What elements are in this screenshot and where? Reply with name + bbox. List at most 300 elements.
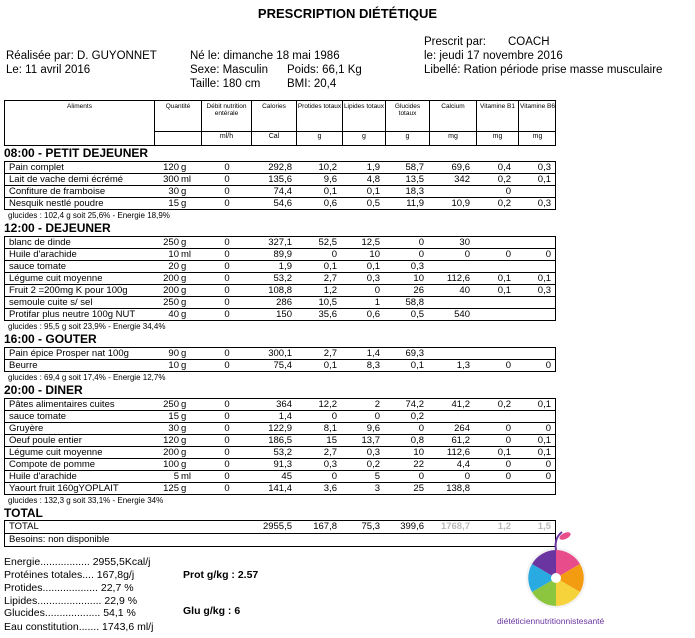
cell: 8,3 xyxy=(366,360,380,371)
cell: blanc de dinde xyxy=(9,237,71,248)
meal-heading: 20:00 - DINER xyxy=(4,383,556,399)
cell: 13,5 xyxy=(405,174,424,185)
cell: 0 xyxy=(224,237,230,248)
cell: 0,3 xyxy=(366,447,380,458)
cell: 364 xyxy=(276,399,292,410)
cell: 40 xyxy=(168,309,179,320)
column-unit: mg xyxy=(448,133,458,140)
cell: Pain épice Prosper nat 100g xyxy=(9,348,129,359)
cell: 0,5 xyxy=(366,198,380,209)
cell: 286 xyxy=(276,297,292,308)
column-unit: mg xyxy=(532,133,543,140)
cell: 22 xyxy=(413,459,424,470)
cell: 0,2 xyxy=(366,459,380,470)
footer-glu-gkg: Glu g/kg : 6 xyxy=(183,605,241,617)
cell: 0 xyxy=(505,423,511,434)
cell: 54,6 xyxy=(273,198,292,209)
footer-prot-gkg: Prot g/kg : 2.57 xyxy=(183,569,259,581)
total-cell: 2955,5 xyxy=(262,521,292,532)
cell: Oeuf poule entier xyxy=(9,435,82,446)
total-cell: 75,3 xyxy=(361,521,380,532)
cell: 5 xyxy=(173,471,179,482)
besoins-row xyxy=(4,534,556,547)
cell: 0 xyxy=(224,309,230,320)
cell: 61,2 xyxy=(451,435,470,446)
cell: 15 xyxy=(168,411,179,422)
cell: g xyxy=(181,162,187,173)
column-title: Aliments xyxy=(67,103,92,110)
cell: 0,3 xyxy=(537,162,551,173)
column-title: Lipides totaux xyxy=(343,103,385,110)
birth-date: Né le: dimanche 18 mai 1986 xyxy=(190,50,340,62)
cell: 0,2 xyxy=(497,399,511,410)
food-row xyxy=(4,459,556,471)
cell: 30 xyxy=(168,423,179,434)
cell: 125 xyxy=(163,483,179,494)
cell: g xyxy=(181,483,187,494)
cell: 0,3 xyxy=(323,459,337,470)
cell: 11,9 xyxy=(406,198,424,209)
cell: 0 xyxy=(418,249,424,260)
column-unit: Cal xyxy=(268,133,280,140)
meal-summary: glucides : 69,4 g soit 17,4% - Energie 12,7% xyxy=(8,373,166,382)
cell: 0,1 xyxy=(537,435,551,446)
cell: 120 xyxy=(163,435,179,446)
total-cell: 1,5 xyxy=(537,521,551,532)
cell: g xyxy=(181,273,187,284)
cell: 5 xyxy=(374,471,380,482)
food-row xyxy=(4,360,556,372)
cell: 100 xyxy=(163,459,179,470)
cell: 122,9 xyxy=(268,423,292,434)
cell: Pâtes alimentaires cuites xyxy=(9,399,115,410)
cell: g xyxy=(181,411,187,422)
cell: 52,5 xyxy=(318,237,337,248)
cell: 0 xyxy=(224,471,230,482)
meal-heading: 08:00 - PETIT DEJEUNER xyxy=(4,146,556,162)
column-title: Calories xyxy=(262,103,286,110)
cell: 0 xyxy=(224,285,230,296)
cell: 0,1 xyxy=(366,261,380,272)
cell: 0,1 xyxy=(323,261,337,272)
food-row xyxy=(4,273,556,285)
cell: g xyxy=(181,435,187,446)
cell: 0 xyxy=(224,348,230,359)
cell: Gruyère xyxy=(9,423,44,434)
cell: 0 xyxy=(505,249,511,260)
cell: 0,3 xyxy=(410,261,424,272)
food-row xyxy=(4,435,556,447)
cell: 4,4 xyxy=(456,459,470,470)
cell: 0,1 xyxy=(323,360,337,371)
cell: 0,6 xyxy=(323,198,337,209)
cell: Huile d'arachide xyxy=(9,249,77,260)
meal-summary: glucides : 102,4 g soit 25,6% - Energie 18,9% xyxy=(8,211,170,220)
cell: 40 xyxy=(459,285,470,296)
cell: 3,6 xyxy=(323,483,337,494)
cell: 74,4 xyxy=(273,186,292,197)
column-header xyxy=(476,101,518,145)
cell: g xyxy=(181,459,187,470)
cell: 0 xyxy=(224,273,230,284)
cell: 0 xyxy=(505,186,511,197)
cell: 200 xyxy=(163,273,179,284)
column-header xyxy=(4,101,154,145)
cell: 1,9 xyxy=(366,162,380,173)
cell: g xyxy=(181,297,187,308)
cell: 30 xyxy=(168,186,179,197)
cell: 0 xyxy=(224,399,230,410)
cell: 2,7 xyxy=(323,273,337,284)
food-row xyxy=(4,174,556,186)
cell: 0 xyxy=(505,471,511,482)
cell: ml xyxy=(181,471,192,482)
cell: 41,2 xyxy=(451,399,470,410)
cell: 10,9 xyxy=(451,198,470,209)
cell: 0,4 xyxy=(497,162,511,173)
prescriber-label: Prescrit par: xyxy=(424,36,486,48)
cell: ml xyxy=(181,249,192,260)
cell: 0 xyxy=(224,174,230,185)
cell: Compote de pomme xyxy=(9,459,96,470)
cell: 135,6 xyxy=(268,174,292,185)
cell: 58,8 xyxy=(405,297,424,308)
column-header xyxy=(429,101,476,145)
cell: 18,3 xyxy=(405,186,424,197)
column-unit: mg xyxy=(492,133,503,140)
food-row xyxy=(4,309,556,321)
cell: 0 xyxy=(224,435,230,446)
cell: 0,3 xyxy=(537,198,551,209)
cell: g xyxy=(181,186,187,197)
cell: g xyxy=(181,447,187,458)
cell: 0,8 xyxy=(410,435,424,446)
cell: 10 xyxy=(369,249,380,260)
cell: 0 xyxy=(374,411,380,422)
cell: 0,1 xyxy=(410,360,424,371)
bmi: BMI: 20,4 xyxy=(287,78,337,90)
nutrition-table xyxy=(4,100,556,547)
total-heading: TOTAL xyxy=(4,506,556,521)
cell: 0 xyxy=(224,459,230,470)
cell: Nesquik nestlé poudre xyxy=(9,198,104,209)
cell: g xyxy=(181,309,187,320)
cell: 10,2 xyxy=(318,162,337,173)
cell: Légume cuit moyenne xyxy=(9,447,103,458)
column-header xyxy=(296,101,342,145)
cell: 3 xyxy=(374,483,380,494)
column-unit: g xyxy=(317,133,322,140)
cell: 0,1 xyxy=(537,273,551,284)
footer-eau: Eau constitution....... 1743,6 ml/j xyxy=(4,621,154,633)
cell: g xyxy=(181,399,187,410)
cell: 69,6 xyxy=(451,162,470,173)
cell: 1,3 xyxy=(456,360,470,371)
column-title: Vitamine B1 xyxy=(480,103,515,110)
total-cell: 399,6 xyxy=(400,521,424,532)
cell: 0 xyxy=(418,423,424,434)
cell: 8,1 xyxy=(323,423,337,434)
cell: 0 xyxy=(224,186,230,197)
column-unit: ml/h xyxy=(219,133,234,140)
cell: 200 xyxy=(163,447,179,458)
cell: 0 xyxy=(418,471,424,482)
cell: 138,8 xyxy=(446,483,470,494)
cell: 112,6 xyxy=(446,447,470,458)
food-row xyxy=(4,483,556,495)
column-unit: g xyxy=(405,133,410,140)
cell: 25 xyxy=(413,483,424,494)
cell: 74,2 xyxy=(405,399,424,410)
cell: 0,1 xyxy=(537,399,551,410)
footer-energie: Energie................. 2955,5Kcal/j xyxy=(4,556,151,568)
column-title: Vitamine B6 xyxy=(520,103,555,110)
cell: 0,1 xyxy=(537,174,551,185)
cell: 0 xyxy=(224,297,230,308)
cell: 112,6 xyxy=(446,273,470,284)
cell: 30 xyxy=(459,237,470,248)
cell: 0,2 xyxy=(410,411,424,422)
cell: 0 xyxy=(545,459,551,470)
cell: sauce tomate xyxy=(9,411,67,422)
column-header xyxy=(154,101,201,145)
cell: 0 xyxy=(545,423,551,434)
cell: 250 xyxy=(163,399,179,410)
cell: 89,9 xyxy=(273,249,292,260)
cell: ml xyxy=(181,174,192,185)
cell: 10,5 xyxy=(318,297,337,308)
cell: 10 xyxy=(168,360,179,371)
cell: 10 xyxy=(413,273,424,284)
cell: 13,7 xyxy=(361,435,380,446)
table-header xyxy=(4,100,556,146)
column-title: Glucides totaux xyxy=(394,103,421,117)
column-header xyxy=(518,101,556,145)
food-row xyxy=(4,423,556,435)
food-row xyxy=(4,198,556,210)
cell: Pain complet xyxy=(9,162,64,173)
cell: 2,7 xyxy=(323,447,337,458)
cell: 12,2 xyxy=(318,399,337,410)
cell: 15 xyxy=(168,198,179,209)
cell: g xyxy=(181,237,187,248)
cell: 0 xyxy=(224,447,230,458)
cell: 0 xyxy=(545,249,551,260)
total-label: TOTAL xyxy=(9,521,39,532)
cell: 1,4 xyxy=(278,411,292,422)
total-cell: 1768,7 xyxy=(440,521,470,532)
logo-icon xyxy=(518,528,592,616)
cell: 53,2 xyxy=(273,447,292,458)
column-title: Protides totaux xyxy=(297,103,342,110)
meal-summary: glucides : 95,5 g soit 23,9% - Energie 34,4% xyxy=(8,322,166,331)
food-row xyxy=(4,237,556,249)
cell: Yaourt fruit 160gYOPLAIT xyxy=(9,483,119,494)
cell: 45 xyxy=(281,471,292,482)
cell: 75,4 xyxy=(273,360,292,371)
cell: 0 xyxy=(224,162,230,173)
footer-protides: Protides................... 22,7 % xyxy=(4,582,134,594)
cell: 2 xyxy=(374,399,380,410)
cell: 1,4 xyxy=(366,348,380,359)
cell: 0,1 xyxy=(497,285,511,296)
cell: 15 xyxy=(326,435,337,446)
weight: Poids: 66,1 Kg xyxy=(287,64,362,76)
cell: Huile d'arachide xyxy=(9,471,77,482)
cell: g xyxy=(181,198,187,209)
footer-proteines: Protéines totales.... 167,8g/j xyxy=(4,569,135,581)
cell: 20 xyxy=(168,261,179,272)
logo-text: diététiciennutritionnistesanté xyxy=(497,616,605,626)
cell: 1,9 xyxy=(278,261,292,272)
cell: g xyxy=(181,261,187,272)
cell: 53,2 xyxy=(273,273,292,284)
cell: 58,7 xyxy=(405,162,424,173)
cell: 250 xyxy=(163,237,179,248)
food-row xyxy=(4,297,556,309)
author: Réalisée par: D. GUYONNET xyxy=(6,50,157,62)
cell: 292,8 xyxy=(268,162,292,173)
footer-lipides: Lipides...................... 22,9 % xyxy=(4,595,138,607)
cell: 0 xyxy=(464,471,470,482)
cell: 0 xyxy=(545,360,551,371)
cell: 0,1 xyxy=(537,447,551,458)
food-row xyxy=(4,285,556,297)
height: Taille: 180 cm xyxy=(190,78,261,90)
cell: 9,6 xyxy=(366,423,380,434)
cell: 0 xyxy=(331,471,337,482)
food-row xyxy=(4,249,556,261)
food-row xyxy=(4,411,556,423)
cell: 0,1 xyxy=(323,186,337,197)
cell: 0 xyxy=(224,198,230,209)
food-row xyxy=(4,162,556,174)
cell: 0,1 xyxy=(366,186,380,197)
cell: 91,3 xyxy=(273,459,292,470)
cell: 0 xyxy=(224,249,230,260)
cell: 2,7 xyxy=(323,348,337,359)
prescription-label: Libellé: Ration période prise masse musculaire xyxy=(424,64,663,76)
cell: g xyxy=(181,348,187,359)
cell: 1 xyxy=(374,297,380,308)
cell: 90 xyxy=(168,348,179,359)
cell: 264 xyxy=(454,423,470,434)
cell: 0 xyxy=(545,471,551,482)
cell: 0,1 xyxy=(497,273,511,284)
column-title: Calcium xyxy=(441,103,465,110)
food-row xyxy=(4,471,556,483)
food-row xyxy=(4,261,556,273)
besoins-text: Besoins: non disponible xyxy=(9,534,110,545)
food-row xyxy=(4,348,556,360)
cell: 0,2 xyxy=(497,174,511,185)
cell: 9,6 xyxy=(323,174,337,185)
cell: 0,3 xyxy=(366,273,380,284)
food-row xyxy=(4,399,556,411)
cell: 250 xyxy=(163,297,179,308)
cell: 120 xyxy=(163,162,179,173)
column-header xyxy=(251,101,296,145)
food-row xyxy=(4,447,556,459)
cell: 108,8 xyxy=(268,285,292,296)
cell: 35,6 xyxy=(318,309,337,320)
cell: 0,5 xyxy=(410,309,424,320)
cell: 342 xyxy=(454,174,470,185)
cell: 0 xyxy=(224,411,230,422)
cell: 0,2 xyxy=(497,198,511,209)
cell: 0 xyxy=(464,249,470,260)
prescription-date: le: jeudi 17 novembre 2016 xyxy=(424,50,563,62)
cell: 186,5 xyxy=(268,435,292,446)
cell: 0 xyxy=(224,360,230,371)
cell: Protifar plus neutre 100g NUT xyxy=(9,309,136,320)
sex: Sexe: Masculin xyxy=(190,64,268,76)
cell: 300 xyxy=(163,174,179,185)
cell: 0 xyxy=(224,423,230,434)
cell: 26 xyxy=(413,285,424,296)
cell: 1,2 xyxy=(323,285,337,296)
cell: g xyxy=(181,423,187,434)
cell: 0 xyxy=(224,483,230,494)
cell: 0 xyxy=(331,249,337,260)
prescriber-value: COACH xyxy=(508,36,550,48)
cell: 0,1 xyxy=(497,447,511,458)
report-date: Le: 11 avril 2016 xyxy=(6,64,91,76)
cell: 4,8 xyxy=(366,174,380,185)
cell: Fruit 2 =200mg K pour 100g xyxy=(9,285,128,296)
cell: semoule cuite s/ sel xyxy=(9,297,93,308)
cell: g xyxy=(181,360,187,371)
footer-glucides: Glucides................... 54,1 % xyxy=(4,607,136,619)
cell: 0 xyxy=(418,237,424,248)
cell: 0 xyxy=(224,261,230,272)
cell: 12,5 xyxy=(361,237,380,248)
food-row xyxy=(4,186,556,198)
column-unit: g xyxy=(362,133,366,140)
total-row xyxy=(4,521,556,534)
cell: sauce tomate xyxy=(9,261,67,272)
column-title: Débit nutrition entérale xyxy=(206,103,247,117)
meal-heading: 16:00 - GOUTER xyxy=(4,332,556,348)
cell: Légume cuit moyenne xyxy=(9,273,103,284)
cell: Confiture de framboise xyxy=(9,186,106,197)
cell: g xyxy=(181,285,187,296)
cell: 0 xyxy=(505,360,511,371)
cell: Beurre xyxy=(9,360,38,371)
total-cell: 1,2 xyxy=(497,521,511,532)
cell: 200 xyxy=(163,285,179,296)
cell: 0 xyxy=(374,285,380,296)
cell: 69,3 xyxy=(405,348,424,359)
column-header xyxy=(201,101,251,145)
column-header xyxy=(342,101,385,145)
cell: 150 xyxy=(276,309,292,320)
cell: 0 xyxy=(331,411,337,422)
meal-heading: 12:00 - DEJEUNER xyxy=(4,221,556,237)
cell: 10 xyxy=(413,447,424,458)
cell: 327,1 xyxy=(268,237,292,248)
cell: 0,6 xyxy=(366,309,380,320)
cell: 540 xyxy=(454,309,470,320)
column-title: Quantité xyxy=(165,103,191,110)
page-title: PRESCRIPTION DIÉTÉTIQUE xyxy=(257,6,438,21)
cell: 141,4 xyxy=(268,483,292,494)
cell: 0 xyxy=(505,459,511,470)
total-cell: 167,8 xyxy=(313,521,337,532)
cell: 300,1 xyxy=(268,348,292,359)
cell: Lait de vache demi écrémé xyxy=(9,174,124,185)
cell: 0 xyxy=(505,435,511,446)
